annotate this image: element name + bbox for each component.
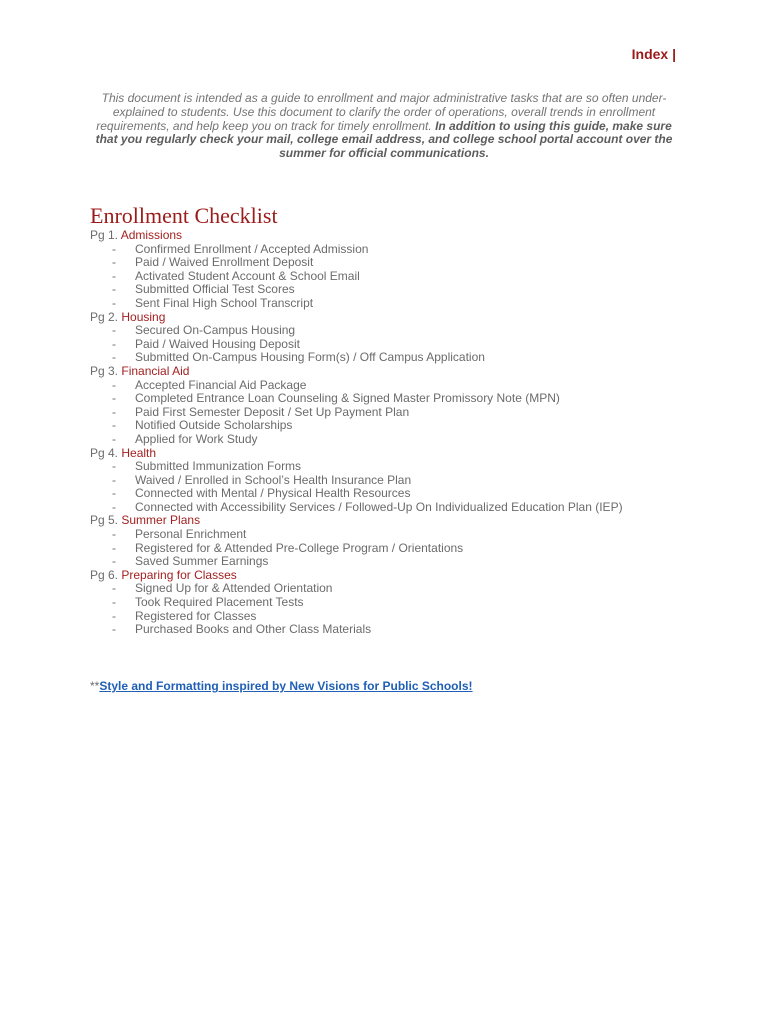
checklist-item xyxy=(90,351,690,365)
footnote-stars: ** xyxy=(90,679,100,693)
section-heading xyxy=(90,569,690,583)
bullet-dash: - xyxy=(112,391,116,406)
bullet-dash: - xyxy=(112,486,116,501)
index-link[interactable]: Index | xyxy=(631,46,676,62)
section-name-link[interactable]: Health xyxy=(121,445,157,460)
bullet-dash: - xyxy=(112,540,116,555)
checklist-item-label: Connected with Mental / Physical Health Resources xyxy=(135,486,411,501)
checklist-item-label: Secured On-Campus Housing xyxy=(135,323,296,338)
section-heading xyxy=(90,311,690,325)
checklist-item xyxy=(90,297,690,311)
section-heading xyxy=(90,229,690,243)
bullet-dash: - xyxy=(112,418,116,433)
section-heading xyxy=(90,514,690,528)
checklist-item-label: Waived / Enrolled in School’s Health Insurance Plan xyxy=(135,472,412,487)
checklist-item-label: Connected with Accessibility Services / Followed-Up On Individualized Education Plan (IEP) xyxy=(135,499,623,514)
bullet-dash: - xyxy=(112,608,116,623)
checklist-item-label: Paid First Semester Deposit / Set Up Payment Plan xyxy=(135,404,410,419)
checklist-item xyxy=(90,406,690,420)
bullet-dash: - xyxy=(112,499,116,514)
bullet-dash: - xyxy=(112,581,116,596)
checklist-item xyxy=(90,270,690,284)
section-page-number: Pg 2. xyxy=(90,309,119,324)
bullet-dash: - xyxy=(112,554,116,569)
section-name-link[interactable]: Admissions xyxy=(120,228,183,242)
checklist-item xyxy=(90,610,690,624)
credit-link[interactable]: Style and Formatting inspired by New Visions for Public Schools! xyxy=(99,679,473,693)
section-page-number: Pg 3. xyxy=(90,363,119,378)
checklist-item xyxy=(90,433,690,447)
bullet-dash: - xyxy=(112,255,116,270)
checklist-item xyxy=(90,243,690,257)
checklist-item-label: Accepted Financial Aid Package xyxy=(135,377,307,392)
bullet-dash: - xyxy=(112,527,116,542)
enrollment-checklist xyxy=(90,229,690,637)
checklist-item-label: Purchased Books and Other Class Materials xyxy=(135,622,372,637)
checklist-item-label: Activated Student Account & School Email xyxy=(135,268,360,283)
checklist-item-label: Paid / Waived Housing Deposit xyxy=(135,336,300,351)
bullet-dash: - xyxy=(112,622,116,637)
section-name-link[interactable]: Financial Aid xyxy=(121,363,190,378)
checklist-item-label: Saved Summer Earnings xyxy=(135,554,269,569)
checklist-item xyxy=(90,582,690,596)
intro-emphasis: In addition to using this guide, make sure that you regularly check your mail, college email address, and college school portal account over the summer for official communications. xyxy=(95,118,673,161)
checklist-item xyxy=(90,596,690,610)
bullet-dash: - xyxy=(112,268,116,283)
checklist-item xyxy=(90,501,690,515)
checklist-item xyxy=(90,283,690,297)
bullet-dash: - xyxy=(112,241,116,256)
footnote xyxy=(90,679,473,693)
bullet-dash: - xyxy=(112,459,116,474)
checklist-item-label: Registered for & Attended Pre-College Program / Orientations xyxy=(135,540,464,555)
section-heading xyxy=(90,365,690,379)
bullet-dash: - xyxy=(112,472,116,487)
bullet-dash: - xyxy=(112,323,116,338)
checklist-item-label: Sent Final High School Transcript xyxy=(135,295,314,310)
bullet-dash: - xyxy=(112,350,116,365)
section-page-number: Pg 5. xyxy=(90,513,119,528)
checklist-item-label: Personal Enrichment xyxy=(135,527,247,542)
checklist-item-label: Completed Entrance Loan Counseling & Signed Master Promissory Note (MPN) xyxy=(135,391,560,406)
checklist-item xyxy=(90,542,690,556)
checklist-item xyxy=(90,528,690,542)
bullet-dash: - xyxy=(112,282,116,297)
checklist-item-label: Paid / Waived Enrollment Deposit xyxy=(135,255,314,270)
section-name-link[interactable]: Preparing for Classes xyxy=(121,567,237,582)
intro-text: This document is intended as a guide to enrollment and major administrative tasks that are so often under-explained to students. Use this document to clarify the order of operations, overall trends in enrollment requirements, and help keep you on track for timely enrollment. xyxy=(96,91,667,133)
section-page-number: Pg 6. xyxy=(90,567,119,582)
checklist-item-label: Registered for Classes xyxy=(135,608,257,623)
bullet-dash: - xyxy=(112,431,116,446)
section-name-link[interactable]: Summer Plans xyxy=(121,513,201,528)
checklist-item xyxy=(90,379,690,393)
checklist-item-label: Confirmed Enrollment / Accepted Admission xyxy=(135,241,369,256)
checklist-item xyxy=(90,392,690,406)
section-name-link[interactable]: Housing xyxy=(121,309,166,324)
checklist-item xyxy=(90,338,690,352)
checklist-item-label: Signed Up for & Attended Orientation xyxy=(135,581,333,596)
checklist-item xyxy=(90,623,690,637)
checklist-item-label: Applied for Work Study xyxy=(135,431,258,446)
section-heading xyxy=(90,447,690,461)
checklist-item xyxy=(90,555,690,569)
checklist-item xyxy=(90,256,690,270)
intro-paragraph xyxy=(90,92,678,161)
checklist-item-label: Submitted Immunization Forms xyxy=(135,459,302,474)
checklist-item-label: Submitted Official Test Scores xyxy=(135,282,295,297)
bullet-dash: - xyxy=(112,377,116,392)
checklist-item-label: Notified Outside Scholarships xyxy=(135,418,293,433)
checklist-item xyxy=(90,487,690,501)
checklist-item-label: Took Required Placement Tests xyxy=(135,595,304,610)
checklist-item-label: Submitted On-Campus Housing Form(s) / Off Campus Application xyxy=(135,350,485,365)
bullet-dash: - xyxy=(112,336,116,351)
bullet-dash: - xyxy=(112,595,116,610)
checklist-item xyxy=(90,474,690,488)
bullet-dash: - xyxy=(112,295,116,310)
section-page-number: Pg 1. xyxy=(90,228,119,242)
page-title: Enrollment Checklist xyxy=(90,203,278,228)
bullet-dash: - xyxy=(112,404,116,419)
checklist-item xyxy=(90,419,690,433)
section-page-number: Pg 4. xyxy=(90,445,119,460)
checklist-item xyxy=(90,460,690,474)
checklist-item xyxy=(90,324,690,338)
